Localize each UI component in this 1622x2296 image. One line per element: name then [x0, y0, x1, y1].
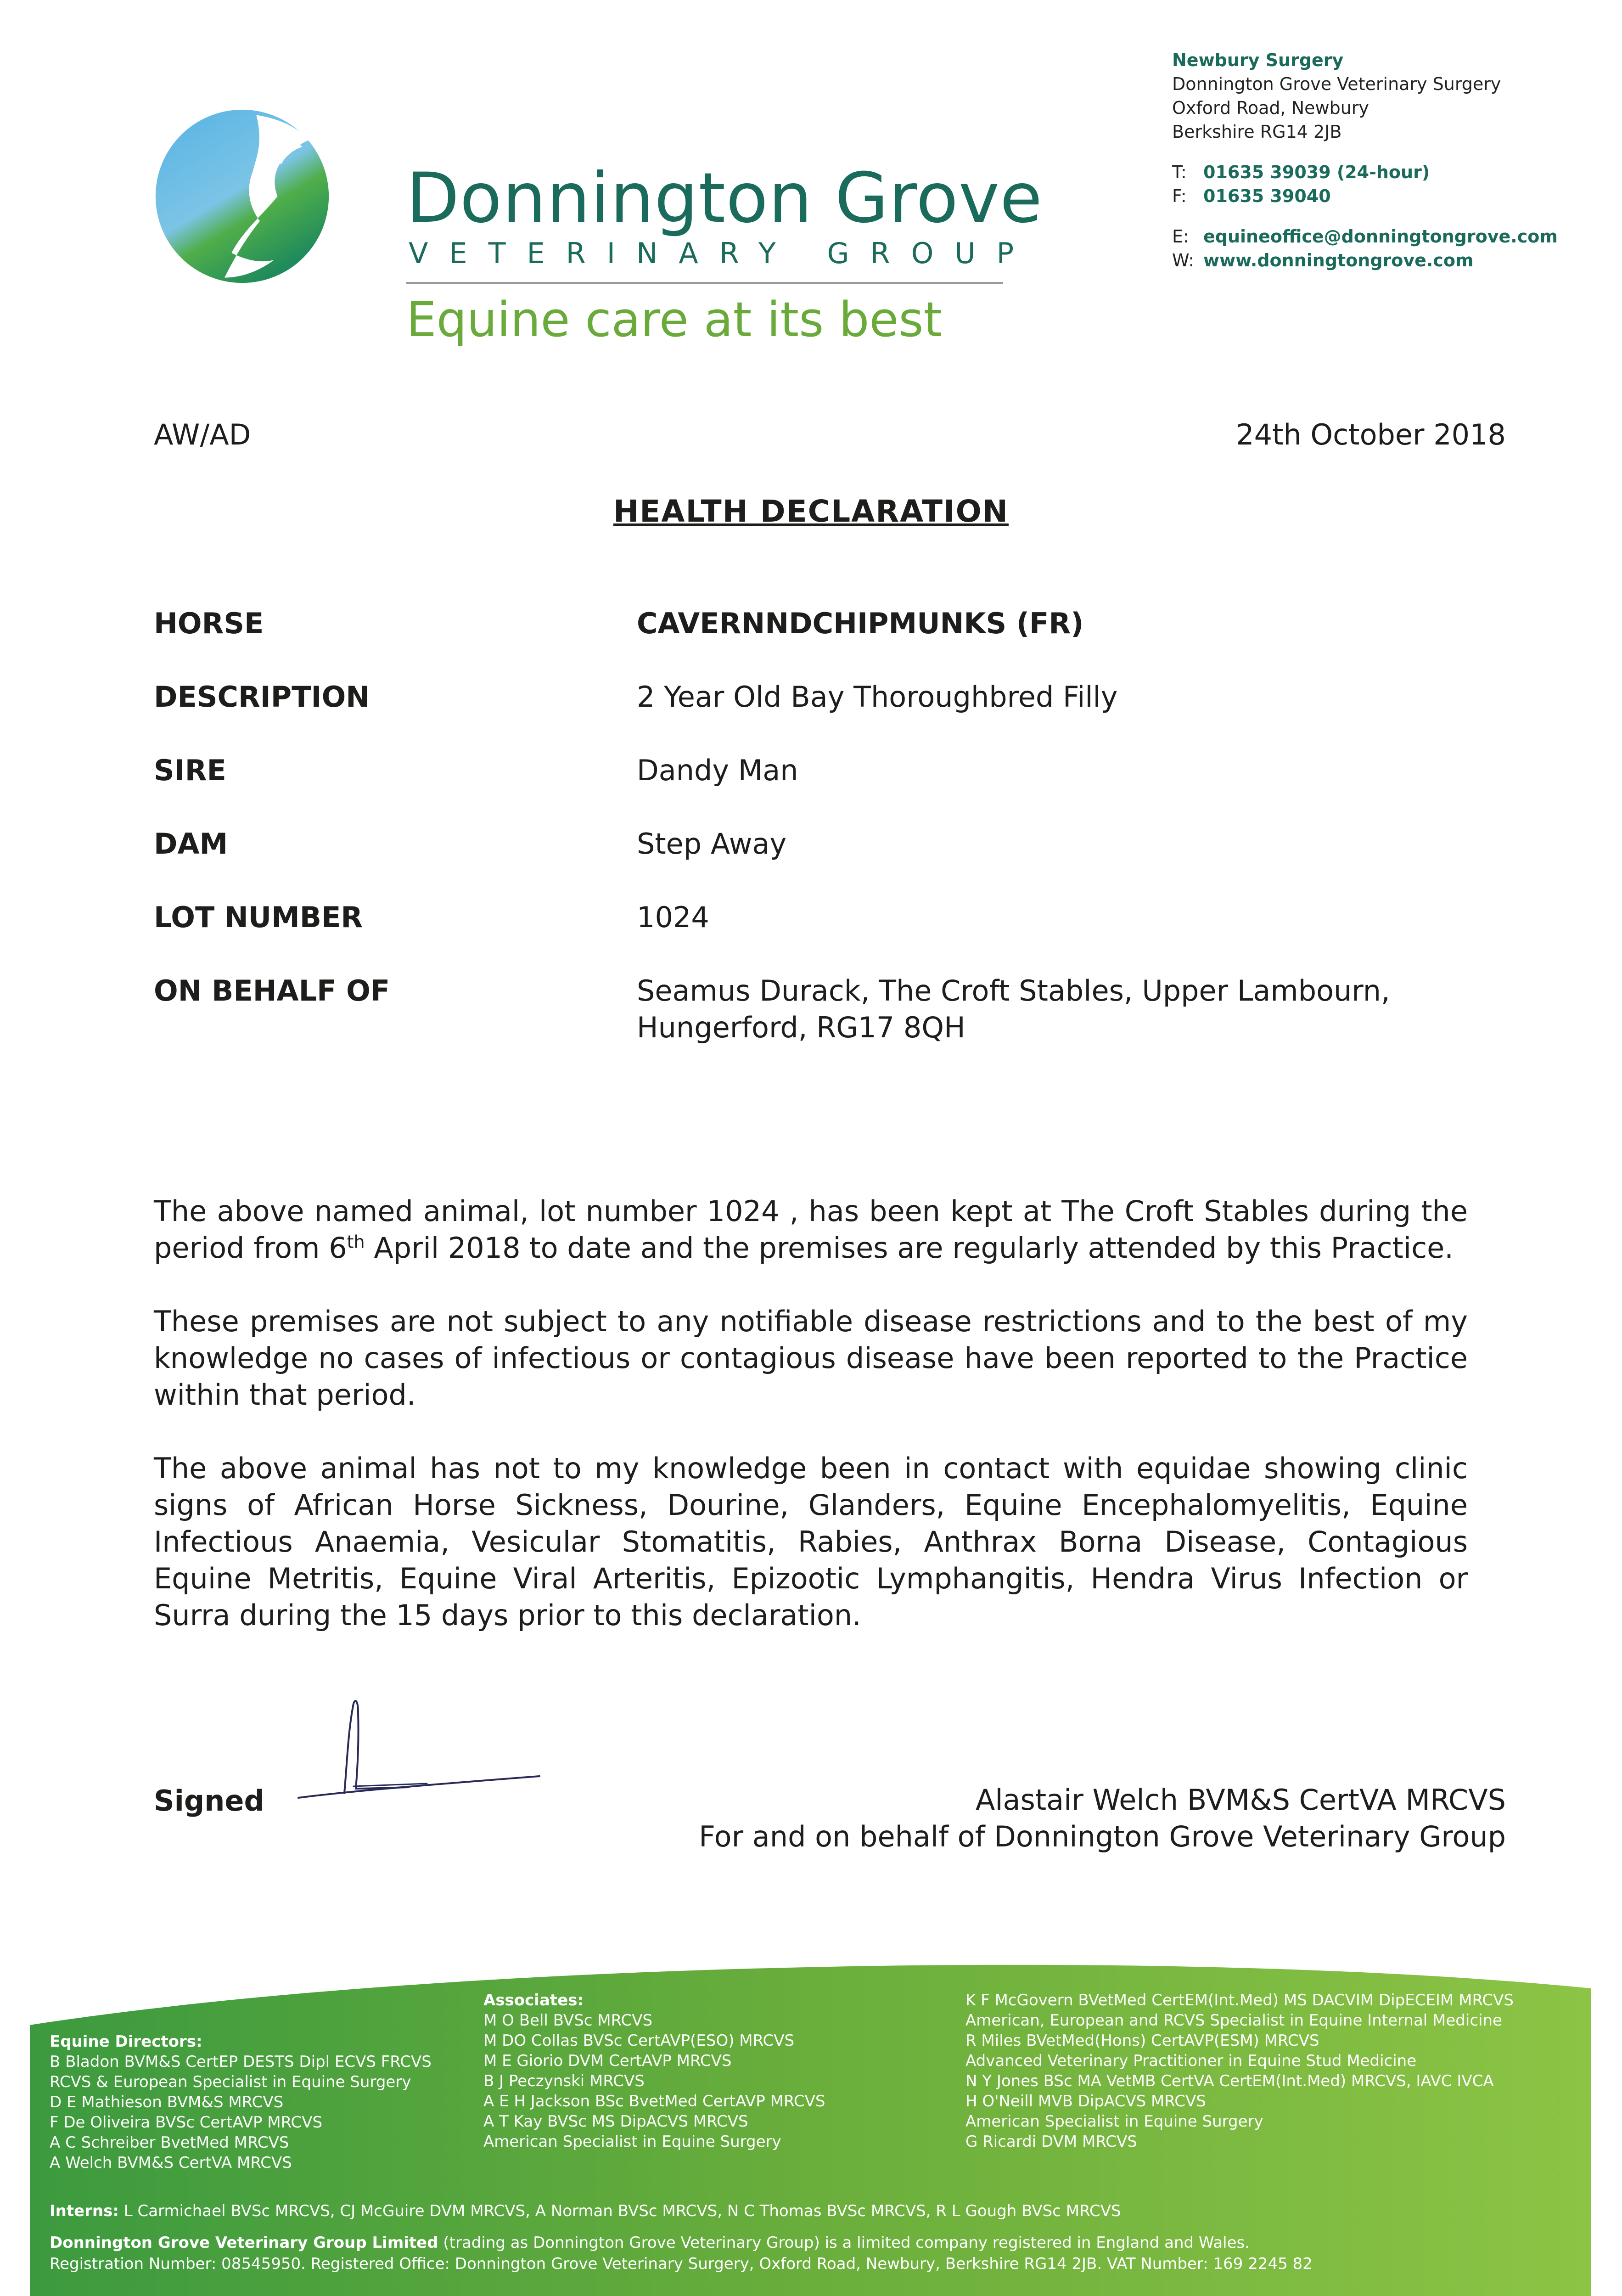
- field-value-line: Seamus Durack, The Croft Stables, Upper Lambourn,: [637, 974, 1390, 1007]
- footer-specialists: K F McGovern BVetMed CertEM(Int.Med) MS DACVIM DipECEIM MRCVS American, European and RCVS Specialist in Equine Internal Medicine R Miles BVetMed(Hons) CertAVP(ESM) MRCVS Advanced Veterinary Practitioner in Equine Stud Medicine N Y Jones BSc MA VetMB CertVA CertEM(Int.Med) MRCVS, IAVC IVCA H O'Neill MVB DipACVS MRCVS American Specialist in Equine Surgery G Ricardi DVM MRCVS: [965, 1991, 1514, 2151]
- website-link[interactable]: www.donningtongrove.com: [1203, 250, 1474, 270]
- field-label: DESCRIPTION: [154, 680, 370, 714]
- brand-name: Donnington Grove: [406, 158, 1043, 238]
- paragraph-2: These premises are not subject to any notifiable disease restrictions and to the best of my knowledge no cases of infectious or contagious disease have been reported to the Practice within that period.: [154, 1305, 1468, 1412]
- field-row-horse: [154, 605, 1485, 679]
- fax-label: F:: [1172, 186, 1187, 206]
- field-label: HORSE: [154, 607, 264, 640]
- reference-code: AW/AD: [154, 418, 251, 451]
- footer-directors: Equine Directors: B Bladon BVM&S CertEP DESTS Dipl ECVS FRCVS RCVS & European Specialist in Equine Surgery D E Mathieson BVM&S MRCVS F De Oliveira BVSc CertAVP MRCVS A C Schreiber BvetMed MRCVS A Welch BVM&S CertVA MRCVS: [50, 2032, 432, 2172]
- handwritten-signature: [289, 1694, 546, 1814]
- surgery-name: Newbury Surgery: [1172, 50, 1344, 70]
- footer-company: Donnington Grove Veterinary Group Limited (trading as Donnington Grove Veterinary Group) is a limited company registered in England and Wales.: [50, 2234, 1250, 2252]
- field-row-description: [154, 679, 1485, 752]
- letter-date: 24th October 2018: [1236, 418, 1506, 451]
- fax-number: 01635 39040: [1203, 186, 1331, 206]
- footer-registration: Registration Number: 08545950. Registered Office: Donnington Grove Veterinary Surgery, Oxford Road, Newbury, Berkshire RG14 2JB. VAT Number: 169 2245 82: [50, 2255, 1313, 2273]
- web-label: W:: [1172, 250, 1195, 270]
- field-value: Dandy Man: [637, 754, 798, 787]
- field-row-lot-number: [154, 899, 1485, 973]
- phone-number[interactable]: 01635 39039 (24-hour): [1203, 162, 1430, 182]
- signer-name: Alastair Welch BVM&S CertVA MRCVS: [975, 1783, 1506, 1817]
- address-line: Berkshire RG14 2JB: [1172, 122, 1342, 142]
- field-value-line: Hungerford, RG17 8QH: [637, 1011, 965, 1044]
- signer-on-behalf: For and on behalf of Donnington Grove Veterinary Group: [699, 1820, 1506, 1853]
- declaration-body: [154, 1193, 1468, 1671]
- field-value: CAVERNNDCHIPMUNKS (FR): [637, 607, 1084, 640]
- field-value: [637, 973, 1485, 1046]
- email-link[interactable]: equineoffice@donningtongrove.com: [1203, 226, 1558, 247]
- field-row-sire: [154, 752, 1485, 826]
- brand-subtitle: VETERINARY GROUP: [409, 236, 1035, 270]
- address-line: Oxford Road, Newbury: [1172, 98, 1369, 118]
- field-value: 1024: [637, 900, 709, 934]
- field-label: DAM: [154, 827, 228, 861]
- field-label: ON BEHALF OF: [154, 974, 390, 1007]
- brand-tagline: Equine care at its best: [406, 292, 943, 348]
- declaration-fields: [154, 605, 1485, 1074]
- field-value: Step Away: [637, 827, 787, 861]
- footer-associates: Associates: M O Bell BVSc MRCVS M DO Collas BVSc CertAVP(ESO) MRCVS M E Giorio DVM CertAVP MRCVS B J Peczynski MRCVS A E H Jackson BSc BvetMed CertAVP MRCVS A T Kay BVSc MS DipACVS MRCVS American Specialist in Equine Surgery: [483, 1991, 825, 2151]
- document-title: HEALTH DECLARATION: [613, 494, 1009, 529]
- field-label: SIRE: [154, 754, 226, 787]
- field-value: 2 Year Old Bay Thoroughbred Filly: [637, 680, 1118, 714]
- signed-label: Signed: [154, 1784, 264, 1818]
- email-label: E:: [1172, 226, 1189, 247]
- field-row-dam: [154, 826, 1485, 899]
- signer-block: [699, 1782, 1506, 1855]
- footer-interns: Interns: L Carmichael BVSc MRCVS, CJ McGuire DVM MRCVS, A Norman BVSc MRCVS, N C Thomas BVSc MRCVS, R L Gough BVSc MRCVS: [50, 2202, 1121, 2220]
- field-row-on-behalf-of: [154, 973, 1485, 1074]
- contact-block: [1172, 48, 1558, 272]
- horse-logo-icon: [154, 108, 331, 285]
- address-line: Donnington Grove Veterinary Surgery: [1172, 74, 1501, 94]
- paragraph-1: The above named animal, lot number 1024 , has been kept at The Croft Stables during the period from 6th April 2018 to date and the premises are regularly attended by this Practice.: [154, 1194, 1468, 1265]
- field-label: LOT NUMBER: [154, 900, 363, 934]
- paragraph-3: The above animal has not to my knowledge been in contact with equidae showing clinic signs of African Horse Sickness, Dourine, Glanders, Equine Encephalomyelitis, Equine Infectious Anaemia, Vesicular Stomatitis, Rabies, Anthrax Borna Disease, Contagious Equine Metritis, Equine Viral Arteritis, Epizootic Lymphangitis, Hendra Virus Infection or Surra during the 15 days prior to this declaration.: [154, 1452, 1468, 1632]
- brand-divider: [406, 282, 1003, 284]
- phone-label: T:: [1172, 162, 1187, 182]
